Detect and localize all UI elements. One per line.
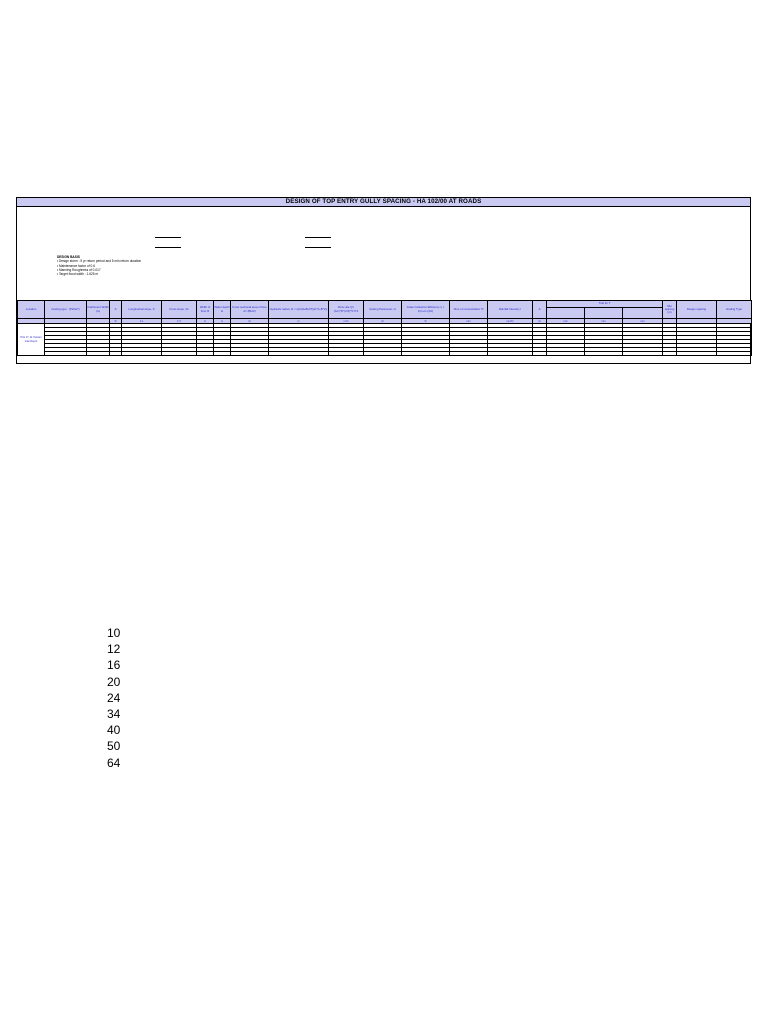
column-header: Hydraulic radius, R = (A)/(H+B(2/T)(H^2+B^2))	[269, 301, 329, 319]
table-cell	[162, 352, 197, 356]
unit-cell: %	[402, 319, 450, 324]
unit-cell: mm/hr	[488, 319, 533, 324]
table-cell	[717, 352, 752, 356]
list-item: 40	[107, 723, 121, 738]
column-header: Time of concentration Tc	[450, 301, 488, 319]
values-list	[107, 625, 120, 771]
column-header: Rainfall Intensity I	[488, 301, 533, 319]
unit-cell: min	[585, 319, 623, 324]
column-header: Location	[18, 301, 45, 319]
trial-subheader	[623, 308, 663, 319]
param-underline-2	[155, 247, 181, 248]
table-cell	[585, 352, 623, 356]
list-item: 10	[107, 626, 121, 640]
unit-cell: 1:L	[122, 319, 162, 324]
unit-cell: m²	[364, 319, 402, 324]
column-header: Grating type : (P2/H2*)	[45, 301, 87, 319]
unit-cell: m/s	[547, 319, 585, 324]
column-header: Min spacing (m)	[663, 301, 677, 319]
table-cell	[87, 352, 110, 356]
table-cell	[677, 352, 717, 356]
design-basis	[57, 255, 141, 276]
column-header: A	[533, 301, 547, 319]
table-cell	[623, 352, 663, 356]
column-header: Grating Parameter, G	[364, 301, 402, 319]
design-sheet	[16, 197, 751, 364]
list-item: 12	[107, 642, 121, 657]
list-item: 20	[107, 674, 121, 689]
unit-cell: m³/s	[329, 319, 364, 324]
column-header: Water depth H	[214, 301, 231, 319]
design-basis-line: • Maintenance factor of 0.6	[57, 263, 95, 268]
column-header: Width of flow, B	[197, 301, 214, 319]
design-basis-line: • Design storm : 5 yr return period and 5 min return duration	[57, 259, 142, 264]
unit-cell: m	[214, 319, 231, 324]
column-header: Grating Type	[717, 301, 752, 319]
table-cell	[663, 352, 677, 356]
column-header: Grate Collection Efficiency η = 1/(1+G.Q/H)	[402, 301, 450, 319]
table-cell	[122, 352, 162, 356]
unit-cell: %	[110, 319, 122, 324]
table-cell	[214, 352, 231, 356]
list-item: 16	[107, 658, 121, 673]
trial-subheader	[547, 308, 585, 319]
column-header: Flow rate Q=(A/n)*R^(2/3)*S^0.5	[329, 301, 364, 319]
table-cell	[197, 352, 214, 356]
location-cell: Plot 17, Al Yamani Gas Depot	[18, 324, 45, 356]
table-cell	[488, 352, 533, 356]
list-item: 64	[107, 755, 121, 770]
column-header: Catchment Width (m)	[87, 301, 110, 319]
table-cell	[450, 352, 488, 356]
table-cell	[45, 352, 87, 356]
table-cell	[110, 352, 122, 356]
sheet-title: DESIGN OF TOP ENTRY GULLY SPACING - HA 102/00 AT ROADS	[17, 198, 750, 207]
unit-cell: min	[450, 319, 488, 324]
table-header-row	[18, 301, 752, 308]
table-cell	[547, 352, 585, 356]
table-cell	[269, 352, 329, 356]
table-row	[18, 352, 752, 356]
unit-cell: 1:X	[162, 319, 197, 324]
column-header: Longitudinal slope, S	[122, 301, 162, 319]
column-header: Cross sectional area of flow, A= (BH/2)	[231, 301, 269, 319]
column-header: S	[110, 301, 122, 319]
table-cell	[402, 352, 450, 356]
table-cell	[533, 352, 547, 356]
design-basis-heading: DESIGN BASIS	[57, 255, 80, 259]
unit-cell: m	[197, 319, 214, 324]
list-item: 24	[107, 690, 121, 705]
unit-cell: m²	[231, 319, 269, 324]
param-underline-4	[305, 247, 331, 248]
param-underline-1	[155, 237, 181, 238]
design-basis-line: • Manning Roughness of 0.017	[57, 267, 101, 272]
unit-cell: m	[269, 319, 329, 324]
gully-spacing-table	[17, 300, 752, 356]
column-header: Cross slope, Sc	[162, 301, 197, 319]
column-header: Design spacing	[677, 301, 717, 319]
trial-subheader	[585, 308, 623, 319]
table-cell	[329, 352, 364, 356]
table-cell	[364, 352, 402, 356]
list-item: 34	[107, 706, 121, 721]
design-basis-line: • Target flood width : 1.625 m	[57, 272, 99, 277]
column-header: Trial for T	[547, 301, 663, 308]
unit-cell: m²	[533, 319, 547, 324]
unit-cell: min	[623, 319, 663, 324]
table-cell	[231, 352, 269, 356]
param-underline-3	[305, 237, 331, 238]
list-item: 50	[107, 739, 121, 754]
